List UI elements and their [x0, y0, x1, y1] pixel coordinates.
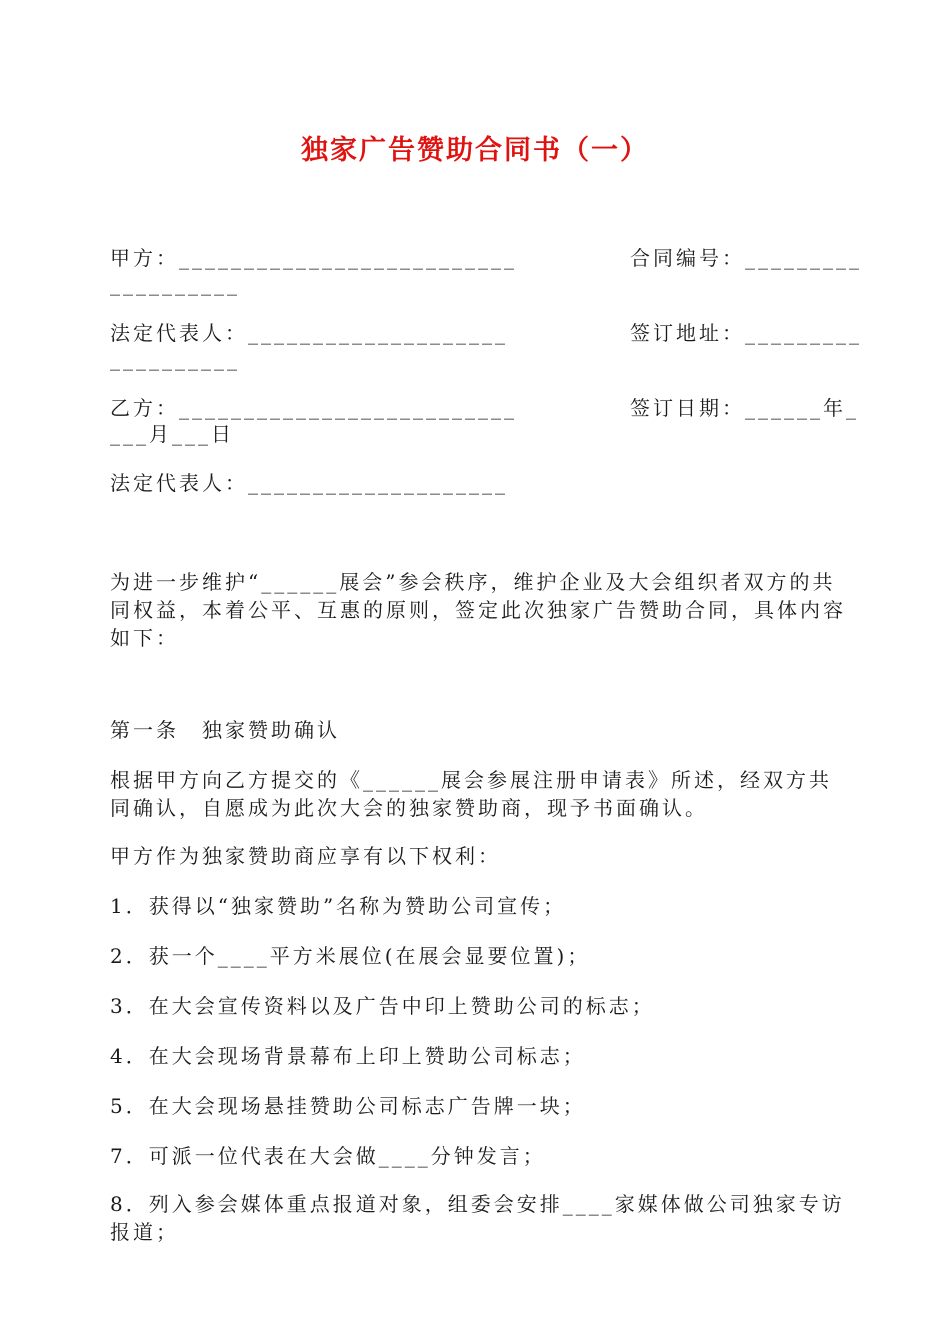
signing-place-continuation: __________ — [110, 347, 240, 371]
intro-paragraph: 为进一步维护“______展会”参会秩序，维护企业及大会组织者双方的共同权益，本着公平、互惠的原则，签定此次独家广告赞助合同，具体内容如下： — [110, 570, 846, 650]
list-item: 3．在大会宣传资料以及广告中印上赞助公司的标志； — [110, 994, 655, 1018]
list-item: 5．在大会现场悬挂赞助公司标志广告牌一块； — [110, 1094, 586, 1118]
section-1-heading: 第一条 独家赞助确认 — [110, 718, 340, 742]
legal-rep-b-field: 法定代表人：____________________ — [110, 471, 508, 495]
section-1-paragraph: 根据甲方向乙方提交的《______展会参展注册申请表》所述，经双方共同确认，自愿成为此次大会的独家赞助商，现予书面确认。 — [110, 768, 832, 820]
signing-date-field: 签订日期：______年_ — [630, 396, 859, 420]
list-item: 1．获得以“独家赞助”名称为赞助公司宣传； — [110, 894, 567, 918]
list-item: 7．可派一位代表在大会做____分钟发言； — [110, 1144, 546, 1168]
signing-date-continuation: ___月___日 — [110, 422, 234, 446]
contract-number-field: 合同编号：_________ — [630, 246, 862, 270]
list-item: 2．获一个____平方米展位(在展会显要位置)； — [110, 944, 591, 968]
party-b-field: 乙方：__________________________ — [110, 396, 517, 420]
list-item: 4．在大会现场背景幕布上印上赞助公司标志； — [110, 1044, 586, 1068]
party-a-field: 甲方：__________________________ — [110, 246, 517, 270]
rights-intro: 甲方作为独家赞助商应享有以下权利： — [110, 844, 501, 868]
legal-rep-a-field: 法定代表人：____________________ — [110, 321, 508, 345]
signing-place-field: 签订地址：_________ — [630, 321, 862, 345]
document-title: 独家广告赞助合同书（一） — [301, 135, 649, 166]
list-item: 8．列入参会媒体重点报道对象，组委会安排____家媒体做公司独家专访报道； — [110, 1192, 845, 1244]
contract-number-continuation: __________ — [110, 272, 240, 296]
